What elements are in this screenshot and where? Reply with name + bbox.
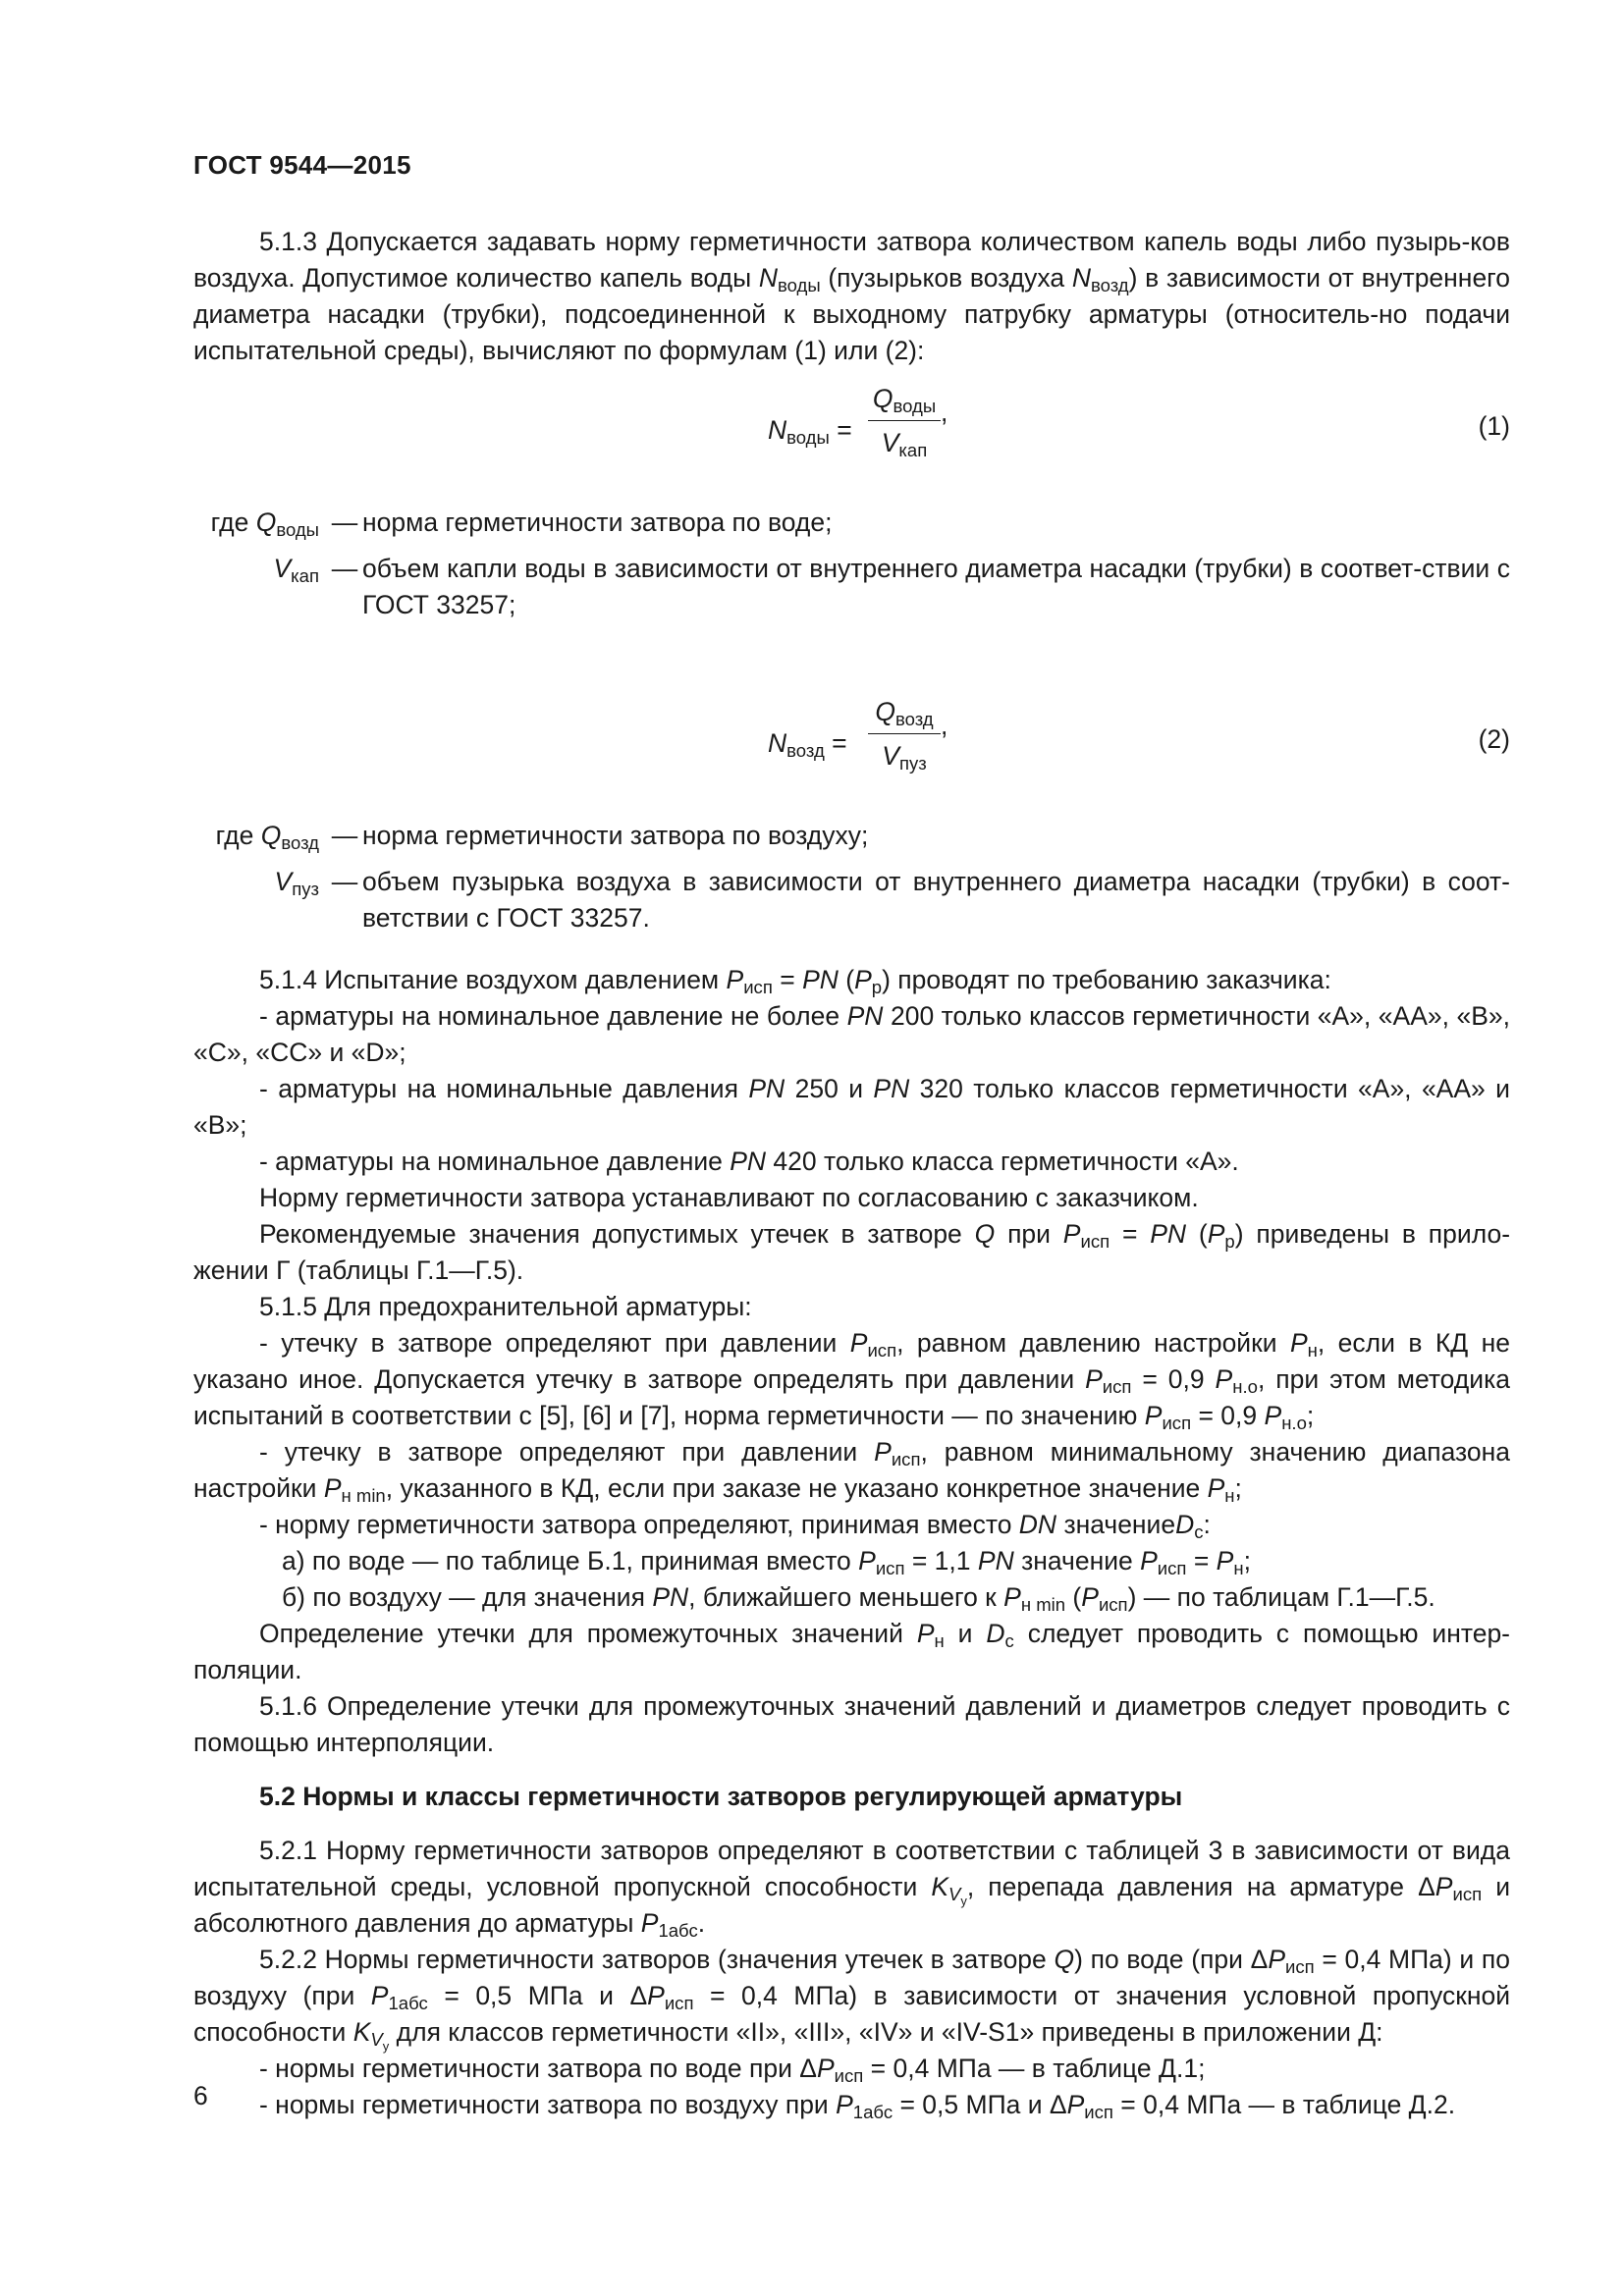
paragraph-5-2-1: 5.2.1 Норму герметичности затворов определяют в соответствии с таблицей 3 в зависимости от вида испытательной среды, условной пропускной способности $K_{V_у}$, перепада давления на арматуре $\Delta P_{исп}$ и абсолютного давления до арматуры $P_{1абс}$. [193, 1836, 1510, 1941]
where-list-2: где $Q_{возд}$ — норма герметичности затвора по воздуху; $V_{пуз}$ — объем пузырька воздуха в зависимости от внутреннего диаметра насадки (трубки) в соот-ветствии с ГОСТ 33257. [215, 821, 1510, 933]
section-title-5-2: 5.2 Нормы и классы герметичности затворов регулирующей арматуры [259, 1782, 1183, 1811]
formula-2-number: (2) [1478, 724, 1510, 754]
paragraph-5-1-4: 5.1.4 Испытание воздухом давлением $P_{исп}$ = PN $(P_р)$ проводят по требованию заказчика: - арматуры на номинальное давление не более PN 200 только классов герметичности «А», «АА», «В», «С», «СС» и «D»; - арматуры на номинальные давления PN 250 и PN 320 только классов герметичности «А», «АА» и «В»; - арматуры на номинальное давление PN 420 только класса герметичности «А». Норму герметичности затвора устанавливают по согласованию с заказчиком. Рекомендуемые значения допустимых утечек в затворе Q при $P_{исп}$ = PN $(P_р)$ приведены в прило-жении Г (таблицы Г.1—Г.5). [193, 965, 1511, 1285]
paragraph-5-1-6: 5.1.6 Определение утечки для промежуточных значений давлений и диаметров следует проводить с помощью интерполяции. [193, 1691, 1510, 1757]
paragraph-5-2-2: 5.2.2 Нормы герметичности затворов (значения утечек в затворе Q) по воде (при $\Delta P_{исп} = 0,4$ МПа) и по воздуху (при $P_{1абс} = 0,5$ МПа и $\Delta P_{исп} = 0,4$ МПа) в зависимости от значения условной пропускной способности $K_{V_у}$ для классов герметичности «II», «III», «IV» и «IV-S1» приведены в приложении Д: - нормы герметичности затвора по воде при $\Delta P_{исп} = 0,4$ МПа — в таблице Д.1; - нормы герметичности затвора по воздуху при $P_{1абс} = 0,5$ МПа и $\Delta P_{исп} = 0,4$ МПа — в таблице Д.2. [193, 1945, 1510, 2122]
document-body [193, 224, 1510, 2123]
paragraph-5-1-3: 5.1.3 Допускается задавать норму герметичности затвора количеством капель воды либо пузырь-ков воздуха. Допустимое количество капель воды $N_{воды}$ (пузырьков воздуха $N_{возд}$) в зависимости от внутреннего диаметра насадки (трубки), подсоединенной к выходному патрубку арматуры (относитель-но подачи испытательной среды), вычисляют по формулам (1) или (2): [193, 227, 1511, 365]
formula-1: $N_{воды}$ = $Q_{воды}$ $V_{кап}$ , (1) [768, 384, 1510, 460]
formula-2: $N_{возд}$ = $Q_{возд}$ $V_{пуз}$ , (2) [768, 697, 1510, 774]
formula-1-number: (1) [1478, 411, 1510, 441]
document-header: ГОСТ 9544—2015 [193, 150, 411, 180]
page-number: 6 [193, 2081, 208, 2110]
where-list-1: где $Q_{воды}$ — норма герметичности затвора по воде; $V_{кап}$ — объем капли воды в зависимости от внутреннего диаметра насадки (трубки) в соответ-ствии с ГОСТ 33257; [210, 507, 1510, 619]
paragraph-5-1-5: 5.1.5 Для предохранительной арматуры: - утечку в затворе определяют при давлении $P_{исп}$, равном давлению настройки $P_н$, если в КД не указано иное. Допускается утечку в затворе определять при давлении $P_{исп} = 0,9$ $P_{н.о}$, при этом методика испытаний в соответствии с [5], [6] и [7], норма герметичности — по значению $P_{исп} = 0,9$ $P_{н.о}$; - утечку в затворе определяют при давлении $P_{исп}$, равном минимальному значению диапазона настройки $P_{н min}$, указанного в КД, если при заказе не указано конкретное значение $P_н$; - норму герметичности затвора определяют, принимая вместо DN значениеD$_с$: а) по воде — по таблице Б.1, принимая вместо $P_{исп} = 1,1$ PN значение $P_{исп} = P_н$; б) по воздуху — для значения PN, ближайшего меньшего к $P_{н min}$ $(P_{исп})$ — по таблицам Г.1—Г.5. Определение утечки для промежуточных значений $P_н$ и $D_с$ следует проводить с помощью интер-поляции. [193, 1292, 1511, 1684]
